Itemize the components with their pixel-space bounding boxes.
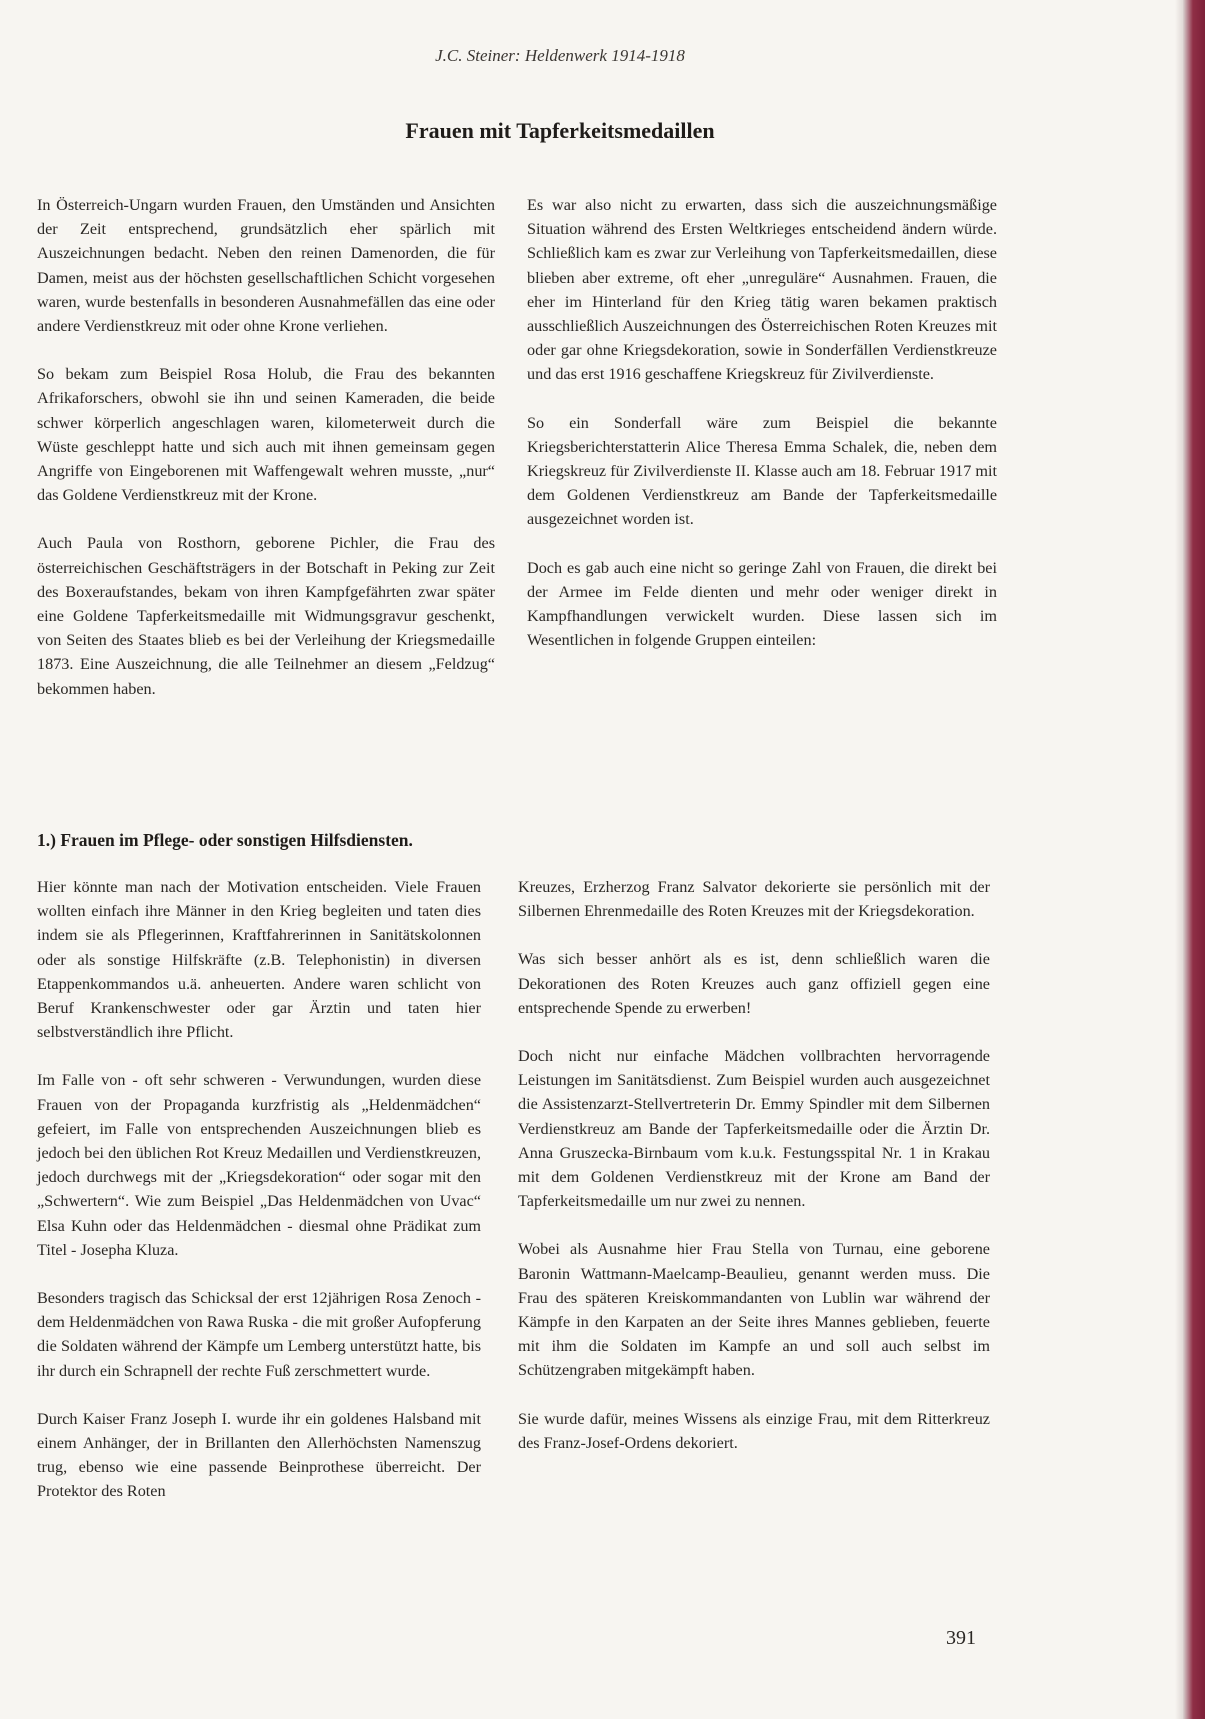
- running-head: J.C. Steiner: Heldenwerk 1914-1918: [435, 46, 685, 65]
- section-heading: 1.) Frauen im Pflege- oder sonstigen Hilfsdiensten.: [37, 830, 413, 850]
- paragraph: Hier könnte man nach der Motivation entscheiden. Viele Frauen wollten einfach ihre Männer in den Krieg begleiten und taten dies indem sie als Pflegerinnen, Kraftfahrerinnen in Sanitätskolonnen oder als sonstige Hilfskräfte (z.B. Telephonistin) in diversen Etappenkommandos u.ä. anheuerten. Andere waren schlicht von Beruf Krankenschwester oder gar Ärztin und taten hier selbstverständlich ihre Pflicht.: [37, 878, 481, 1042]
- column-3: [37, 875, 481, 1528]
- paragraph: Es war also nicht zu erwarten, dass sich die auszeichnungsmäßige Situation während des Ersten Weltkrieges entscheidend ändern würde. Schließlich kam es zwar zur Verleihung von Tapferkeitsmedaillen, diese blieben aber extreme, oft eher „unreguläre“ Ausnahmen. Frauen, die eher im Hinterland für den Krieg tätig waren bekamen praktisch ausschließlich Auszeichnungen des Österreichischen Roten Kreuzes mit oder gar ohne Kriegsdekoration, sowie in Sonderfällen Verdienstkreuze und das erst 1916 geschaffene Kriegskreuz für Zivilverdienste.: [527, 196, 997, 384]
- paragraph: Besonders tragisch das Schicksal der erst 12jährigen Rosa Zenoch - dem Heldenmädchen von Rawa Ruska - die mit großer Aufopferung die Soldaten während der Kämpfe um Lemberg unterstützt hatte, bis ihr durch ein Schrapnell der rechte Fuß zerschmettert wurde.: [37, 1289, 481, 1380]
- paragraph: So ein Sonderfall wäre zum Beispiel die bekannte Kriegsberichterstatterin Alice Theresa Emma Schalek, die, neben dem Kriegskreuz für Zivilverdienste II. Klasse auch am 18. Februar 1917 mit dem Goldenen Verdienstkreuz am Bande der Tapferkeitsmedaille ausgezeichnet worden ist.: [527, 413, 997, 529]
- column-2: [527, 193, 997, 676]
- paragraph: Sie wurde dafür, meines Wissens als einzige Frau, mit dem Ritterkreuz des Franz-Josef-Ordens dekoriert.: [518, 1409, 990, 1452]
- paragraph: Was sich besser anhört als es ist, denn schließlich waren die Dekorationen des Roten Kreuzes auch ganz offiziell gegen eine entsprechende Spende zu erwerben!: [518, 950, 990, 1017]
- column-4: [518, 875, 990, 1479]
- page-title: Frauen mit Tapferkeitsmedaillen: [405, 118, 715, 143]
- paragraph: In Österreich-Ungarn wurden Frauen, den Umständen und Ansichten der Zeit entsprechend, grundsätzlich eher spärlich mit Auszeichnungen bedacht. Neben den reinen Damenorden, die für Damen, meist aus der höchsten gesellschaftlichen Schicht vorgesehen waren, wurde bestenfalls in besonderen Ausnahmefällen das eine oder andere Verdienstkreuz mit oder ohne Krone verliehen.: [37, 196, 495, 336]
- paragraph: Im Falle von - oft sehr schweren - Verwundungen, wurden diese Frauen von der Propaganda kurzfristig als „Heldenmädchen“ gefeiert, im Falle von entsprechenden Auszeichnungen blieb es jedoch bei den üblichen Rot Kreuz Medaillen und Verdienstkreuzen, jedoch durchwegs mit der „Kriegsdekoration“ oder sogar mit den „Schwertern“. Wie zum Beispiel „Das Heldenmädchen von Uvac“ Elsa Kuhn oder das Heldenmädchen - diesmal ohne Prädikat zum Titel - Josepha Kluza.: [37, 1071, 481, 1259]
- paragraph: Wobei als Ausnahme hier Frau Stella von Turnau, eine geborene Baronin Wattmann-Maelcamp-Beaulieu, genannt werden muss. Die Frau des späteren Kreiskommandanten von Lublin war während der Kämpfe in den Karpaten an der Seite ihres Mannes geblieben, feuerte mit ihm die Soldaten im Kampfe an und soll auch selbst im Schützengraben mitgekämpft haben.: [518, 1240, 990, 1380]
- paragraph: Durch Kaiser Franz Joseph I. wurde ihr ein goldenes Halsband mit einem Anhänger, der in Brillanten den Allerhöchsten Namenszug trug, ebenso wie eine passende Beinprothese überreicht. Der Protektor des Roten: [37, 1409, 481, 1501]
- paragraph: Doch es gab auch eine nicht so geringe Zahl von Frauen, die direkt bei der Armee im Felde dienten und mehr oder weniger direkt in Kampfhandlungen verwickelt wurden. Diese lassen sich im Wesentlichen in folgende Gruppen einteilen:: [527, 558, 997, 650]
- paragraph: Doch nicht nur einfache Mädchen vollbrachten hervorragende Leistungen im Sanitätsdienst. Zum Beispiel wurden auch ausgezeichnet die Assistenzarzt-Stellvertreterin Dr. Emmy Spindler mit dem Silbernen Verdienstkreuz am Bande der Tapferkeitsmedaille oder die Ärztin Dr. Anna Gruszecka-Birnbaum vom k.u.k. Festungsspital Nr. 1 in Krakau mit dem Goldenen Verdienstkreuz mit der Krone am Band der Tapferkeitsmedaille um nur zwei zu nennen.: [518, 1047, 990, 1211]
- page-gutter-shadow: [1175, 0, 1183, 1719]
- column-1: [37, 193, 495, 725]
- paragraph: Kreuzes, Erzherzog Franz Salvator dekorierte sie persönlich mit der Silbernen Ehrenmedaille des Roten Kreuzes mit der Kriegsdekoration.: [518, 878, 990, 921]
- paragraph: So bekam zum Beispiel Rosa Holub, die Frau des bekannten Afrikaforschers, obwohl sie ihn und seinen Kameraden, die beide schwer körperlich angeschlagen waren, kilometerweit durch die Wüste geschleppt hatte und sich auch mit ihnen gemeinsam gegen Angriffe von Eingeborenen mit Waffengewalt wehren musste, „nur“ das Goldene Verdienstkreuz mit der Krone.: [37, 365, 495, 505]
- book-spine: [1183, 0, 1205, 1719]
- paragraph: Auch Paula von Rosthorn, geborene Pichler, die Frau des österreichischen Geschäftsträgers in der Botschaft in Peking zur Zeit des Boxeraufstandes, bekam von ihren Kampfgefährten zwar später eine Goldene Tapferkeitsmedaille mit Widmungsgravur geschenkt, von Seiten des Staates blieb es bei der Verleihung der Kriegsmedaille 1873. Eine Auszeichnung, die alle Teilnehmer an diesem „Feldzug“ bekommen haben.: [37, 534, 495, 698]
- page-number: 391: [946, 1627, 976, 1649]
